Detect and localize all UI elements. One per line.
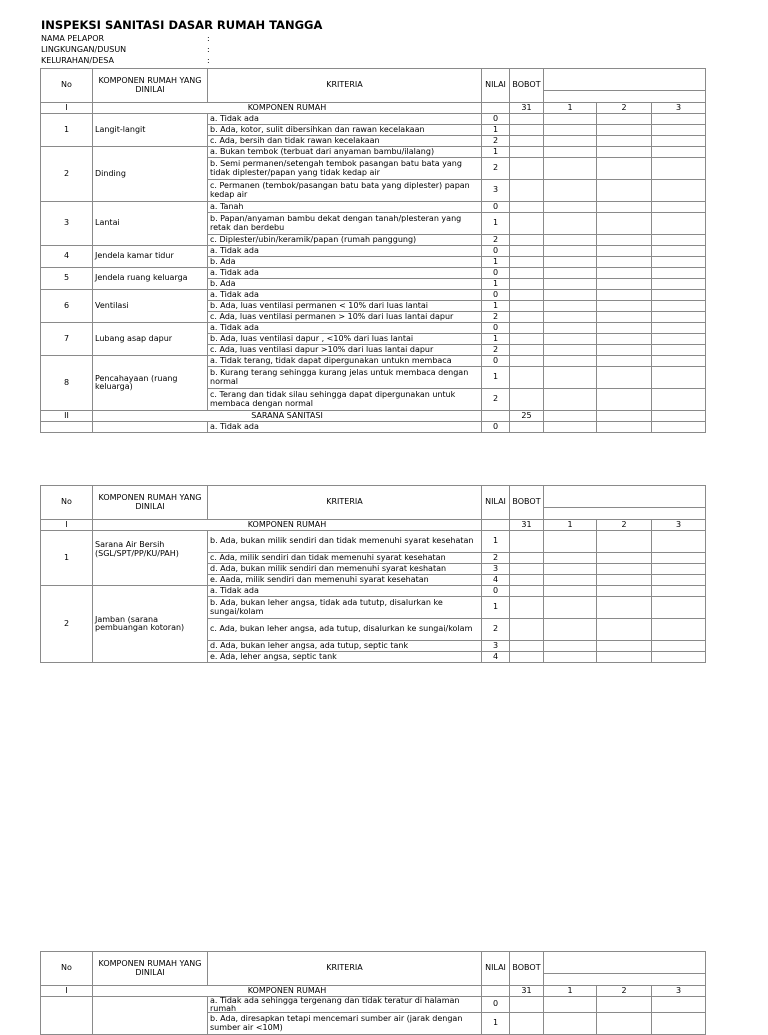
- score-cell[interactable]: [597, 158, 652, 180]
- col-number: 2: [597, 520, 652, 531]
- score-cell[interactable]: [510, 268, 544, 279]
- score-cell[interactable]: [597, 334, 652, 345]
- score-cell[interactable]: [510, 180, 544, 202]
- score-cell[interactable]: [652, 323, 706, 334]
- cell-empty: [93, 422, 208, 433]
- score-cell[interactable]: [544, 597, 597, 619]
- table-3-viewport: [0, 951, 768, 1032]
- criteria-cell: b. Ada, diresapkan tetapi mencemari sumber air (jarak dengan sumber air <10M): [208, 1013, 482, 1035]
- score-cell[interactable]: [510, 367, 544, 389]
- score-cell[interactable]: [597, 389, 652, 411]
- nilai-cell: 1: [482, 279, 510, 290]
- nilai-cell: 1: [482, 1013, 510, 1035]
- header-bobot: BOBOT: [510, 952, 544, 986]
- header-kriteria: KRITERIA: [208, 952, 482, 986]
- criteria-cell: d. Ada, bukan leher angsa, ada tutup, septic tank: [208, 641, 482, 652]
- score-cell[interactable]: [544, 652, 597, 663]
- score-cell[interactable]: [652, 136, 706, 147]
- score-cell[interactable]: [652, 575, 706, 586]
- score-cell[interactable]: [597, 641, 652, 652]
- criteria-cell: a. Tidak terang, tidak dapat dipergunakan untukn membaca: [208, 356, 482, 367]
- criteria-cell: b. Semi permanen/setengah tembok pasangan batu bata yang tidak diplester/papan yang tidak kedap air: [208, 158, 482, 180]
- field-colon: :: [207, 45, 210, 54]
- score-cell[interactable]: [510, 356, 544, 367]
- cell-empty: [482, 103, 510, 114]
- criteria-cell: c. Ada, luas ventilasi dapur >10% dari luas lantai dapur: [208, 345, 482, 356]
- score-cell[interactable]: [510, 290, 544, 301]
- nilai-cell: 0: [482, 290, 510, 301]
- score-cell[interactable]: [544, 619, 597, 641]
- score-cell[interactable]: [597, 367, 652, 389]
- criteria-cell: b. Papan/anyaman bambu dekat dengan tanah/plesteran yang retak dan berdebu: [208, 213, 482, 235]
- nilai-cell: 1: [482, 367, 510, 389]
- score-cell[interactable]: [652, 202, 706, 213]
- score-cell[interactable]: [597, 997, 652, 1013]
- field-label-desa: KELURAHAN/DESA: [41, 56, 115, 65]
- item-komponen: Jendela ruang keluarga: [93, 268, 208, 290]
- score-cell[interactable]: [652, 301, 706, 312]
- score-cell[interactable]: [544, 202, 597, 213]
- score-cell[interactable]: [544, 147, 597, 158]
- col-number: 3: [652, 986, 706, 997]
- criteria-cell: a. Tidak ada: [208, 323, 482, 334]
- score-cell[interactable]: [510, 125, 544, 136]
- header-no: No: [41, 69, 93, 103]
- nilai-cell: 2: [482, 312, 510, 323]
- cell-empty: [41, 997, 93, 1035]
- nilai-cell: 0: [482, 268, 510, 279]
- nilai-cell: 3: [482, 641, 510, 652]
- nilai-cell: 0: [482, 202, 510, 213]
- nilai-cell: 3: [482, 180, 510, 202]
- criteria-cell: b. Ada, bukan leher angsa, tidak ada tututp, disalurkan ke sungai/kolam: [208, 597, 482, 619]
- criteria-cell: c. Terang dan tidak silau sehingga dapat dipergunakan untuk membaca dengan normal: [208, 389, 482, 411]
- score-cell[interactable]: [652, 257, 706, 268]
- section-label: SARANA SANITASI: [93, 411, 482, 422]
- score-cell[interactable]: [652, 564, 706, 575]
- score-cell[interactable]: [652, 268, 706, 279]
- score-cell[interactable]: [652, 619, 706, 641]
- score-cell[interactable]: [510, 213, 544, 235]
- score-cell[interactable]: [597, 586, 652, 597]
- score-cell[interactable]: [597, 312, 652, 323]
- criteria-cell: c. Ada, luas ventilasi permanen > 10% dari luas lantai dapur: [208, 312, 482, 323]
- score-cell[interactable]: [544, 575, 597, 586]
- nilai-cell: 1: [482, 301, 510, 312]
- item-komponen: Langit-langit: [93, 114, 208, 147]
- inspection-table-3: [40, 951, 706, 1035]
- item-no: 1: [41, 114, 93, 147]
- field-label-pelapor: NAMA PELAPOR: [41, 34, 105, 43]
- score-cell[interactable]: [597, 323, 652, 334]
- score-cell[interactable]: [597, 597, 652, 619]
- score-cell[interactable]: [544, 586, 597, 597]
- score-cell[interactable]: [597, 356, 652, 367]
- header-blank: [544, 486, 706, 508]
- score-cell[interactable]: [597, 235, 652, 246]
- criteria-cell: e. Aada, milik sendiri dan memenuhi syarat kesehatan: [208, 575, 482, 586]
- criteria-cell: a. Tidak ada: [208, 422, 482, 433]
- nilai-cell: 2: [482, 235, 510, 246]
- col-number: 1: [544, 103, 597, 114]
- item-no: 5: [41, 268, 93, 290]
- score-cell[interactable]: [510, 246, 544, 257]
- nilai-cell: 0: [482, 246, 510, 257]
- nilai-cell: 0: [482, 586, 510, 597]
- score-cell[interactable]: [652, 422, 706, 433]
- item-komponen: Pencahayaan (ruang keluarga): [93, 356, 208, 411]
- nilai-cell: 0: [482, 422, 510, 433]
- score-cell[interactable]: [544, 345, 597, 356]
- col-number: 2: [597, 986, 652, 997]
- score-cell[interactable]: [544, 553, 597, 564]
- field-colon: :: [207, 56, 210, 65]
- score-cell[interactable]: [544, 246, 597, 257]
- header-nilai: NILAI: [482, 486, 510, 520]
- header-kriteria: KRITERIA: [208, 486, 482, 520]
- score-cell[interactable]: [597, 136, 652, 147]
- score-cell[interactable]: [544, 235, 597, 246]
- score-cell[interactable]: [597, 553, 652, 564]
- nilai-cell: 1: [482, 257, 510, 268]
- item-no: 6: [41, 290, 93, 323]
- score-cell[interactable]: [597, 257, 652, 268]
- nilai-cell: 0: [482, 356, 510, 367]
- score-cell[interactable]: [544, 279, 597, 290]
- cell-empty: [482, 411, 510, 422]
- cell-empty: [482, 520, 510, 531]
- col-number: 3: [652, 520, 706, 531]
- score-cell[interactable]: [597, 290, 652, 301]
- field-colon: :: [207, 34, 210, 43]
- score-cell[interactable]: [652, 345, 706, 356]
- section-bobot: 31: [510, 103, 544, 114]
- section-no: I: [41, 103, 93, 114]
- header-komponen: KOMPONEN RUMAH YANG DINILAI: [93, 486, 208, 520]
- score-cell[interactable]: [510, 575, 544, 586]
- nilai-cell: 2: [482, 136, 510, 147]
- score-cell[interactable]: [597, 180, 652, 202]
- score-cell[interactable]: [652, 213, 706, 235]
- score-cell[interactable]: [510, 257, 544, 268]
- score-cell[interactable]: [544, 334, 597, 345]
- score-cell[interactable]: [510, 158, 544, 180]
- criteria-cell: b. Ada, luas ventilasi dapur , <10% dari luas lantai: [208, 334, 482, 345]
- criteria-cell: a. Bukan tembok (terbuat dari anyaman bambu/ilalang): [208, 147, 482, 158]
- score-cell[interactable]: [597, 575, 652, 586]
- header-bobot: BOBOT: [510, 486, 544, 520]
- item-no: 8: [41, 356, 93, 411]
- score-cell[interactable]: [652, 597, 706, 619]
- criteria-cell: a. Tidak ada sehingga tergenang dan tidak teratur di halaman rumah: [208, 997, 482, 1013]
- score-cell[interactable]: [544, 257, 597, 268]
- criteria-cell: b. Ada, bukan milik sendiri dan tidak memenuhi syarat kesehatan: [208, 531, 482, 553]
- nilai-cell: 2: [482, 158, 510, 180]
- section-no: I: [41, 520, 93, 531]
- section-bobot: 25: [510, 411, 544, 422]
- score-cell[interactable]: [544, 125, 597, 136]
- inspection-table-1: [40, 68, 706, 433]
- col-number: 1: [544, 986, 597, 997]
- item-komponen: Lantai: [93, 202, 208, 246]
- item-komponen: Sarana Air Bersih (SGL/SPT/PP/KU/PAH): [93, 531, 208, 586]
- criteria-cell: b. Kurang terang sehingga kurang jelas untuk membaca dengan normal: [208, 367, 482, 389]
- criteria-cell: b. Ada, kotor, sulit dibersihkan dan rawan kecelakaan: [208, 125, 482, 136]
- criteria-cell: a. Tidak ada: [208, 268, 482, 279]
- score-cell[interactable]: [510, 652, 544, 663]
- score-cell[interactable]: [510, 279, 544, 290]
- header-blank: [544, 508, 706, 520]
- score-cell[interactable]: [597, 301, 652, 312]
- score-cell[interactable]: [544, 158, 597, 180]
- criteria-cell: b. Ada: [208, 257, 482, 268]
- header-no: No: [41, 952, 93, 986]
- inspection-table-2: [40, 485, 706, 663]
- score-cell[interactable]: [510, 301, 544, 312]
- criteria-cell: c. Diplester/ubin/keramik/papan (rumah panggung): [208, 235, 482, 246]
- score-cell[interactable]: [652, 114, 706, 125]
- nilai-cell: 2: [482, 345, 510, 356]
- nilai-cell: 1: [482, 125, 510, 136]
- section-no: I: [41, 986, 93, 997]
- score-cell[interactable]: [510, 597, 544, 619]
- score-cell[interactable]: [652, 279, 706, 290]
- score-cell[interactable]: [510, 114, 544, 125]
- nilai-cell: 1: [482, 597, 510, 619]
- cell-empty: [482, 986, 510, 997]
- score-cell[interactable]: [597, 531, 652, 553]
- score-cell[interactable]: [544, 290, 597, 301]
- nilai-cell: 1: [482, 147, 510, 158]
- nilai-cell: 1: [482, 531, 510, 553]
- score-cell[interactable]: [510, 323, 544, 334]
- score-cell[interactable]: [597, 213, 652, 235]
- score-cell[interactable]: [510, 1013, 544, 1035]
- col-number: 3: [652, 103, 706, 114]
- score-cell[interactable]: [652, 531, 706, 553]
- criteria-cell: a. Tidak ada: [208, 586, 482, 597]
- score-cell[interactable]: [652, 235, 706, 246]
- header-blank: [544, 974, 706, 986]
- score-cell[interactable]: [544, 564, 597, 575]
- header-no: No: [41, 486, 93, 520]
- score-cell[interactable]: [510, 147, 544, 158]
- cell-empty: [93, 997, 208, 1035]
- header-blank: [544, 952, 706, 974]
- score-cell[interactable]: [510, 136, 544, 147]
- score-cell[interactable]: [544, 531, 597, 553]
- score-cell[interactable]: [544, 1013, 597, 1035]
- criteria-cell: b. Ada: [208, 279, 482, 290]
- score-cell[interactable]: [510, 531, 544, 553]
- score-cell[interactable]: [652, 180, 706, 202]
- score-cell[interactable]: [597, 279, 652, 290]
- score-cell[interactable]: [544, 136, 597, 147]
- nilai-cell: 1: [482, 334, 510, 345]
- score-cell[interactable]: [544, 389, 597, 411]
- score-cell[interactable]: [544, 301, 597, 312]
- score-cell[interactable]: [544, 356, 597, 367]
- score-cell[interactable]: [652, 389, 706, 411]
- header-kriteria: KRITERIA: [208, 69, 482, 103]
- item-komponen: Lubang asap dapur: [93, 323, 208, 356]
- score-cell[interactable]: [544, 180, 597, 202]
- score-cell[interactable]: [597, 652, 652, 663]
- header-nilai: NILAI: [482, 69, 510, 103]
- score-cell[interactable]: [510, 312, 544, 323]
- criteria-cell: c. Ada, bersih dan tidak rawan kecelakaan: [208, 136, 482, 147]
- score-cell[interactable]: [652, 367, 706, 389]
- criteria-cell: d. Ada, bukan milik sendiri dan memenuhi syarat keshatan: [208, 564, 482, 575]
- item-komponen: Ventilasi: [93, 290, 208, 323]
- score-cell[interactable]: [597, 114, 652, 125]
- section-label: KOMPONEN RUMAH: [93, 520, 482, 531]
- score-cell[interactable]: [510, 235, 544, 246]
- item-no: 2: [41, 586, 93, 663]
- item-komponen: Jamban (sarana pembuangan kotoran): [93, 586, 208, 663]
- header-blank: [544, 69, 706, 91]
- field-label-dusun: LINGKUNGAN/DUSUN: [41, 45, 127, 54]
- score-cell[interactable]: [544, 367, 597, 389]
- nilai-cell: 2: [482, 389, 510, 411]
- header-komponen: KOMPONEN RUMAH YANG DINILAI: [93, 69, 208, 103]
- section-label: KOMPONEN RUMAH: [93, 103, 482, 114]
- item-no: 4: [41, 246, 93, 268]
- score-cell[interactable]: [652, 356, 706, 367]
- score-cell[interactable]: [510, 389, 544, 411]
- score-cell[interactable]: [544, 323, 597, 334]
- item-no: 2: [41, 147, 93, 202]
- nilai-cell: 0: [482, 323, 510, 334]
- score-cell[interactable]: [652, 641, 706, 652]
- cell-empty: [652, 411, 706, 422]
- score-cell[interactable]: [652, 334, 706, 345]
- col-number: 1: [544, 520, 597, 531]
- header-blank: [544, 91, 706, 103]
- item-no: 3: [41, 202, 93, 246]
- cell-empty: [41, 422, 93, 433]
- score-cell[interactable]: [544, 997, 597, 1013]
- item-no: 7: [41, 323, 93, 356]
- header-komponen: KOMPONEN RUMAH YANG DINILAI: [93, 952, 208, 986]
- score-cell[interactable]: [652, 997, 706, 1013]
- score-cell[interactable]: [510, 334, 544, 345]
- score-cell[interactable]: [652, 158, 706, 180]
- criteria-cell: e. Ada, leher angsa, septic tank: [208, 652, 482, 663]
- score-cell[interactable]: [597, 202, 652, 213]
- nilai-cell: 0: [482, 114, 510, 125]
- criteria-cell: a. Tidak ada: [208, 114, 482, 125]
- score-cell[interactable]: [652, 290, 706, 301]
- score-cell[interactable]: [652, 1013, 706, 1035]
- criteria-cell: c. Permanen (tembok/pasangan batu bata yang diplester) papan kedap air: [208, 180, 482, 202]
- header-bobot: BOBOT: [510, 69, 544, 103]
- score-cell[interactable]: [597, 147, 652, 158]
- score-cell[interactable]: [652, 246, 706, 257]
- document-title: INSPEKSI SANITASI DASAR RUMAH TANGGA: [41, 18, 323, 32]
- score-cell[interactable]: [652, 125, 706, 136]
- score-cell[interactable]: [652, 553, 706, 564]
- score-cell[interactable]: [510, 997, 544, 1013]
- score-cell[interactable]: [652, 586, 706, 597]
- criteria-cell: a. Tanah: [208, 202, 482, 213]
- col-number: 2: [597, 103, 652, 114]
- score-cell[interactable]: [544, 422, 597, 433]
- score-cell[interactable]: [652, 312, 706, 323]
- score-cell[interactable]: [597, 564, 652, 575]
- score-cell[interactable]: [597, 345, 652, 356]
- item-komponen: Dinding: [93, 147, 208, 202]
- cell-empty: [544, 411, 597, 422]
- section-bobot: 31: [510, 520, 544, 531]
- nilai-cell: 0: [482, 997, 510, 1013]
- criteria-cell: a. Tidak ada: [208, 246, 482, 257]
- score-cell[interactable]: [597, 125, 652, 136]
- nilai-cell: 3: [482, 564, 510, 575]
- criteria-cell: c. Ada, bukan leher angsa, ada tutup, disalurkan ke sungai/kolam: [208, 619, 482, 641]
- score-cell[interactable]: [544, 213, 597, 235]
- score-cell[interactable]: [544, 312, 597, 323]
- criteria-cell: c. Ada, milik sendiri dan tidak memenuhi syarat kesehatan: [208, 553, 482, 564]
- score-cell[interactable]: [510, 641, 544, 652]
- score-cell[interactable]: [652, 147, 706, 158]
- criteria-cell: b. Ada, luas ventilasi permanen < 10% dari luas lantai: [208, 301, 482, 312]
- score-cell[interactable]: [510, 619, 544, 641]
- score-cell[interactable]: [510, 564, 544, 575]
- section-bobot: 31: [510, 986, 544, 997]
- item-no: 1: [41, 531, 93, 586]
- score-cell[interactable]: [510, 553, 544, 564]
- score-cell[interactable]: [544, 114, 597, 125]
- section-no: II: [41, 411, 93, 422]
- score-cell[interactable]: [510, 202, 544, 213]
- score-cell[interactable]: [510, 586, 544, 597]
- score-cell[interactable]: [652, 652, 706, 663]
- cell-empty: [597, 411, 652, 422]
- score-cell[interactable]: [597, 246, 652, 257]
- score-cell[interactable]: [597, 422, 652, 433]
- nilai-cell: 4: [482, 575, 510, 586]
- item-komponen: Jendela kamar tidur: [93, 246, 208, 268]
- score-cell[interactable]: [597, 619, 652, 641]
- score-cell[interactable]: [544, 268, 597, 279]
- score-cell[interactable]: [597, 1013, 652, 1035]
- score-cell[interactable]: [510, 422, 544, 433]
- score-cell[interactable]: [510, 345, 544, 356]
- score-cell[interactable]: [544, 641, 597, 652]
- header-nilai: NILAI: [482, 952, 510, 986]
- nilai-cell: 4: [482, 652, 510, 663]
- nilai-cell: 2: [482, 619, 510, 641]
- section-label: KOMPONEN RUMAH: [93, 986, 482, 997]
- nilai-cell: 1: [482, 213, 510, 235]
- nilai-cell: 2: [482, 553, 510, 564]
- score-cell[interactable]: [597, 268, 652, 279]
- criteria-cell: a. Tidak ada: [208, 290, 482, 301]
